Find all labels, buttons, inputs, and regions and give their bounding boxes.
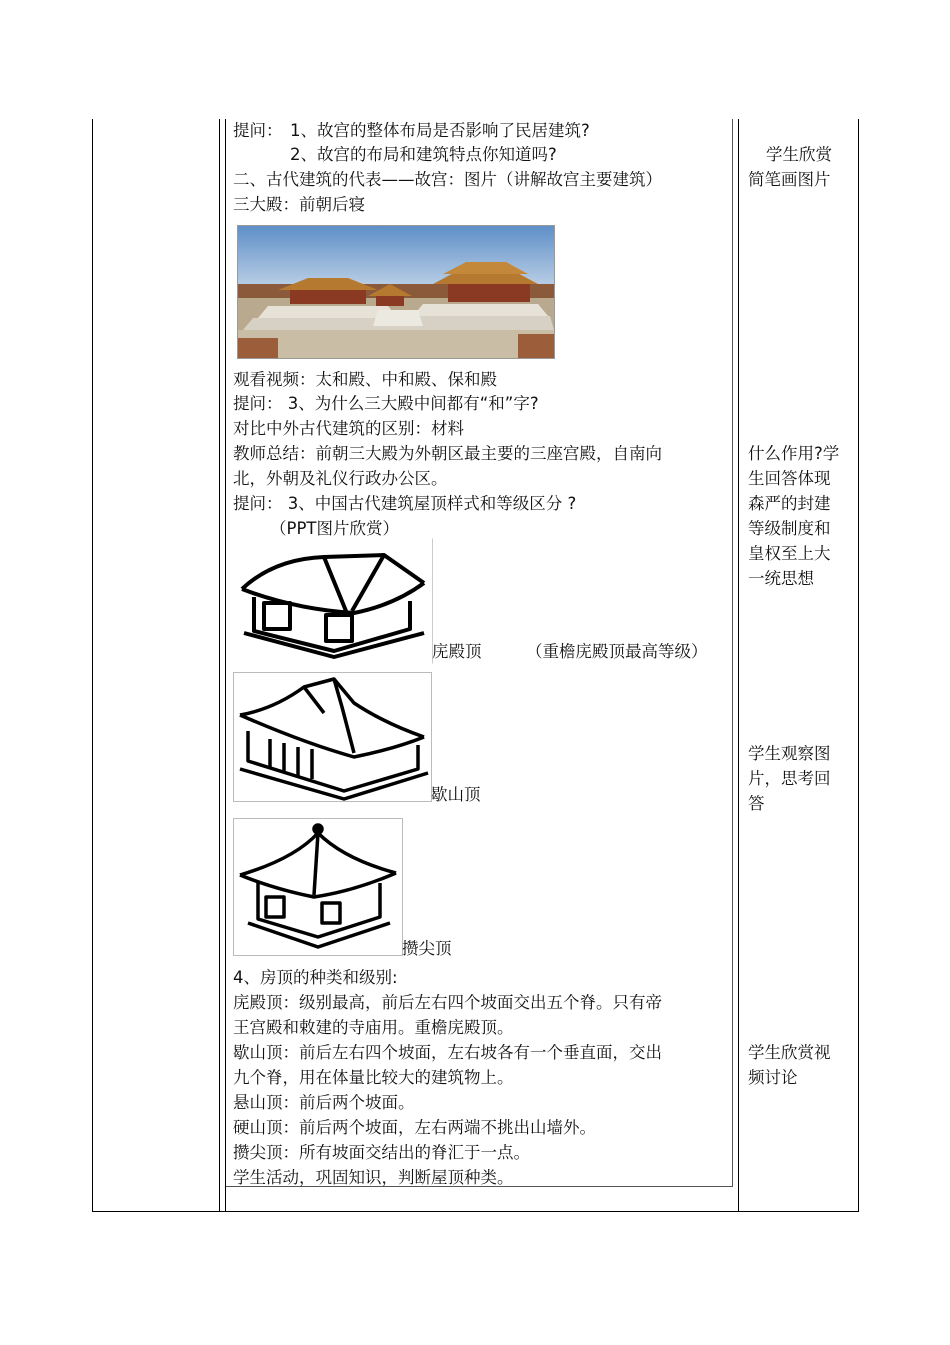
table-border-bottom <box>92 1211 859 1212</box>
three-halls-title: 三大殿：前朝后寝 <box>233 195 365 214</box>
compare-line: 对比中外古代建筑的区别：材料 <box>233 419 464 438</box>
table-divider-1 <box>219 119 220 1212</box>
gable-hip-desc-1: 歇山顶：前后左右四个坡面，左右坡各有一个垂直面，交出 <box>233 1043 662 1062</box>
table-border-right <box>858 119 859 1212</box>
student-activity: 学生活动，巩固知识，判断屋顶种类。 <box>233 1168 514 1187</box>
question-2: 2、故宫的布局和建筑特点你知道吗? <box>290 145 557 164</box>
question-4: 提问： 3、中国古代建筑屋顶样式和等级区分 ? <box>233 494 577 513</box>
forbidden-city-photo <box>237 225 555 359</box>
overhang-gable-desc: 悬山顶：前后两个坡面。 <box>233 1093 415 1112</box>
side-note-purpose: 什么作用?学生回答体现森严的封建等级制度和皇权至上大一统思想 <box>748 444 840 588</box>
gable-hip-roof-label: 歇山顶 <box>431 785 481 804</box>
side-note-sketch: 学生欣赏简笔画图片 <box>748 145 832 189</box>
question-1: 1、故宫的整体布局是否影响了民居建筑? <box>290 121 590 140</box>
pyramidal-desc: 攒尖顶：所有坡面交结出的脊汇于一点。 <box>233 1143 530 1162</box>
summary-line-1: 教师总结：前朝三大殿为外朝区最主要的三座宫殿，自南向 <box>233 444 662 463</box>
table-divider-2 <box>225 119 226 1212</box>
pyramidal-roof-label: 攒尖顶 <box>402 939 452 958</box>
hard-gable-desc: 硬山顶：前后两个坡面，左右两端不挑出山墙外。 <box>233 1118 596 1137</box>
hip-roof-desc-2: 王宫殿和敕建的寺庙用。重檐庑殿顶。 <box>233 1018 514 1037</box>
side-note-video: 学生欣赏视频讨论 <box>748 1043 831 1087</box>
hip-roof-sketch <box>233 538 433 664</box>
roof-types-title: 4、房顶的种类和级别: <box>233 968 398 987</box>
question-3: 提问： 3、为什么三大殿中间都有“和”字? <box>233 394 539 413</box>
summary-line-2: 北，外朝及礼仪行政办公区。 <box>233 469 448 488</box>
hip-roof-note: （重檐庑殿顶最高等级） <box>526 642 708 661</box>
side-note-observe: 学生观察图片，思考回答 <box>748 744 831 813</box>
hip-roof-label: 庑殿顶 <box>432 642 482 661</box>
ppt-note: （PPT图片欣赏） <box>270 519 399 538</box>
pyramidal-roof-sketch <box>233 818 403 956</box>
gable-hip-roof-sketch <box>233 672 432 802</box>
table-divider-3 <box>732 119 733 1187</box>
question-intro: 提问： <box>233 121 283 140</box>
section-heading: 二、古代建筑的代表——故宫：图片（讲解故宫主要建筑） <box>233 170 662 189</box>
video-line: 观看视频：太和殿、中和殿、保和殿 <box>233 370 497 389</box>
table-divider-4 <box>738 119 739 1212</box>
hip-roof-desc-1: 庑殿顶：级别最高，前后左右四个坡面交出五个脊。只有帝 <box>233 993 662 1012</box>
table-border-left <box>92 119 93 1212</box>
gable-hip-desc-2: 九个脊，用在体量比较大的建筑物上。 <box>233 1068 514 1087</box>
